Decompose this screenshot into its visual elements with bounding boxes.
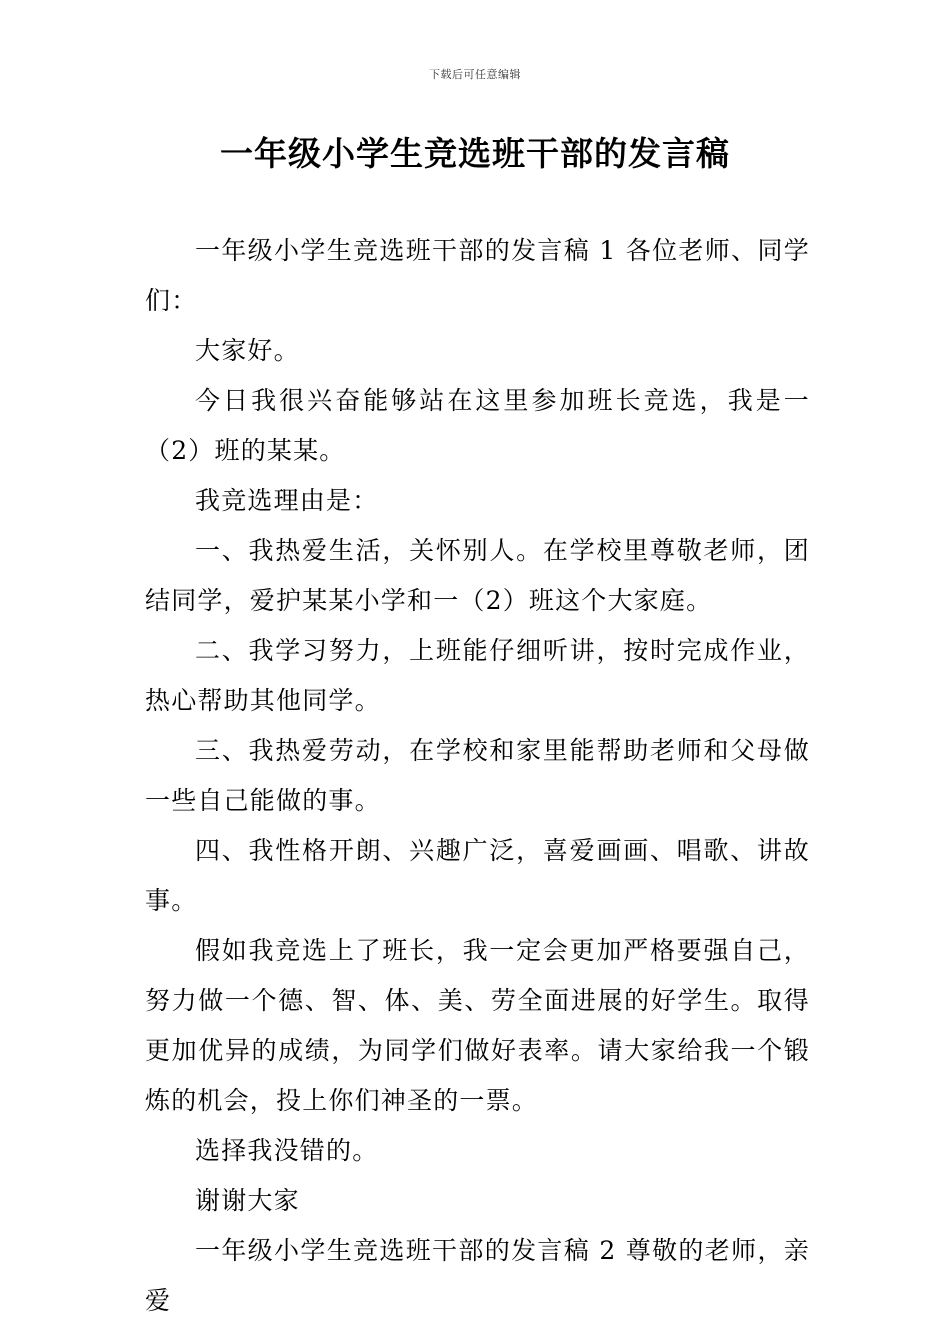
paragraph: 大家好。 [195,336,300,365]
paragraph: 谢谢大家 [195,1186,300,1215]
paragraph: 今日我很兴奋能够站在这里参加班长竞选，我是一（2）班的某某。 [145,386,810,465]
paragraph: 假如我竞选上了班长，我一定会更加严格要强自己，努力做一个德、智、体、美、劳全面进展的好学生。取得更加优异的成绩，为同学们做好表率。请大家给我一个锻炼的机会，投上你们神圣的一票。 [145,936,810,1115]
header-note: 下载后可任意编辑 [429,68,521,81]
paragraph: 我竞选理由是： [195,486,379,515]
paragraph: 选择我没错的。 [195,1136,379,1165]
paragraph: 一、我热爱生活，关怀别人。在学校里尊敬老师，团结同学，爱护某某小学和一（2）班这个大家庭。 [145,536,810,615]
paragraph: 二、我学习努力，上班能仔细听讲，按时完成作业，热心帮助其他同学。 [145,636,810,715]
document-body [145,226,810,1326]
paragraph: 四、我性格开朗、兴趣广泛，喜爱画画、唱歌、讲故事。 [145,836,810,915]
paragraph: 三、我热爱劳动，在学校和家里能帮助老师和父母做一些自己能做的事。 [145,736,810,815]
paragraph: 一年级小学生竞选班干部的发言稿 1 各位老师、同学们： [145,236,810,315]
paragraph: 一年级小学生竞选班干部的发言稿 2 尊敬的老师，亲爱 [145,1236,810,1315]
page-title: 一年级小学生竞选班干部的发言稿 [220,134,730,173]
